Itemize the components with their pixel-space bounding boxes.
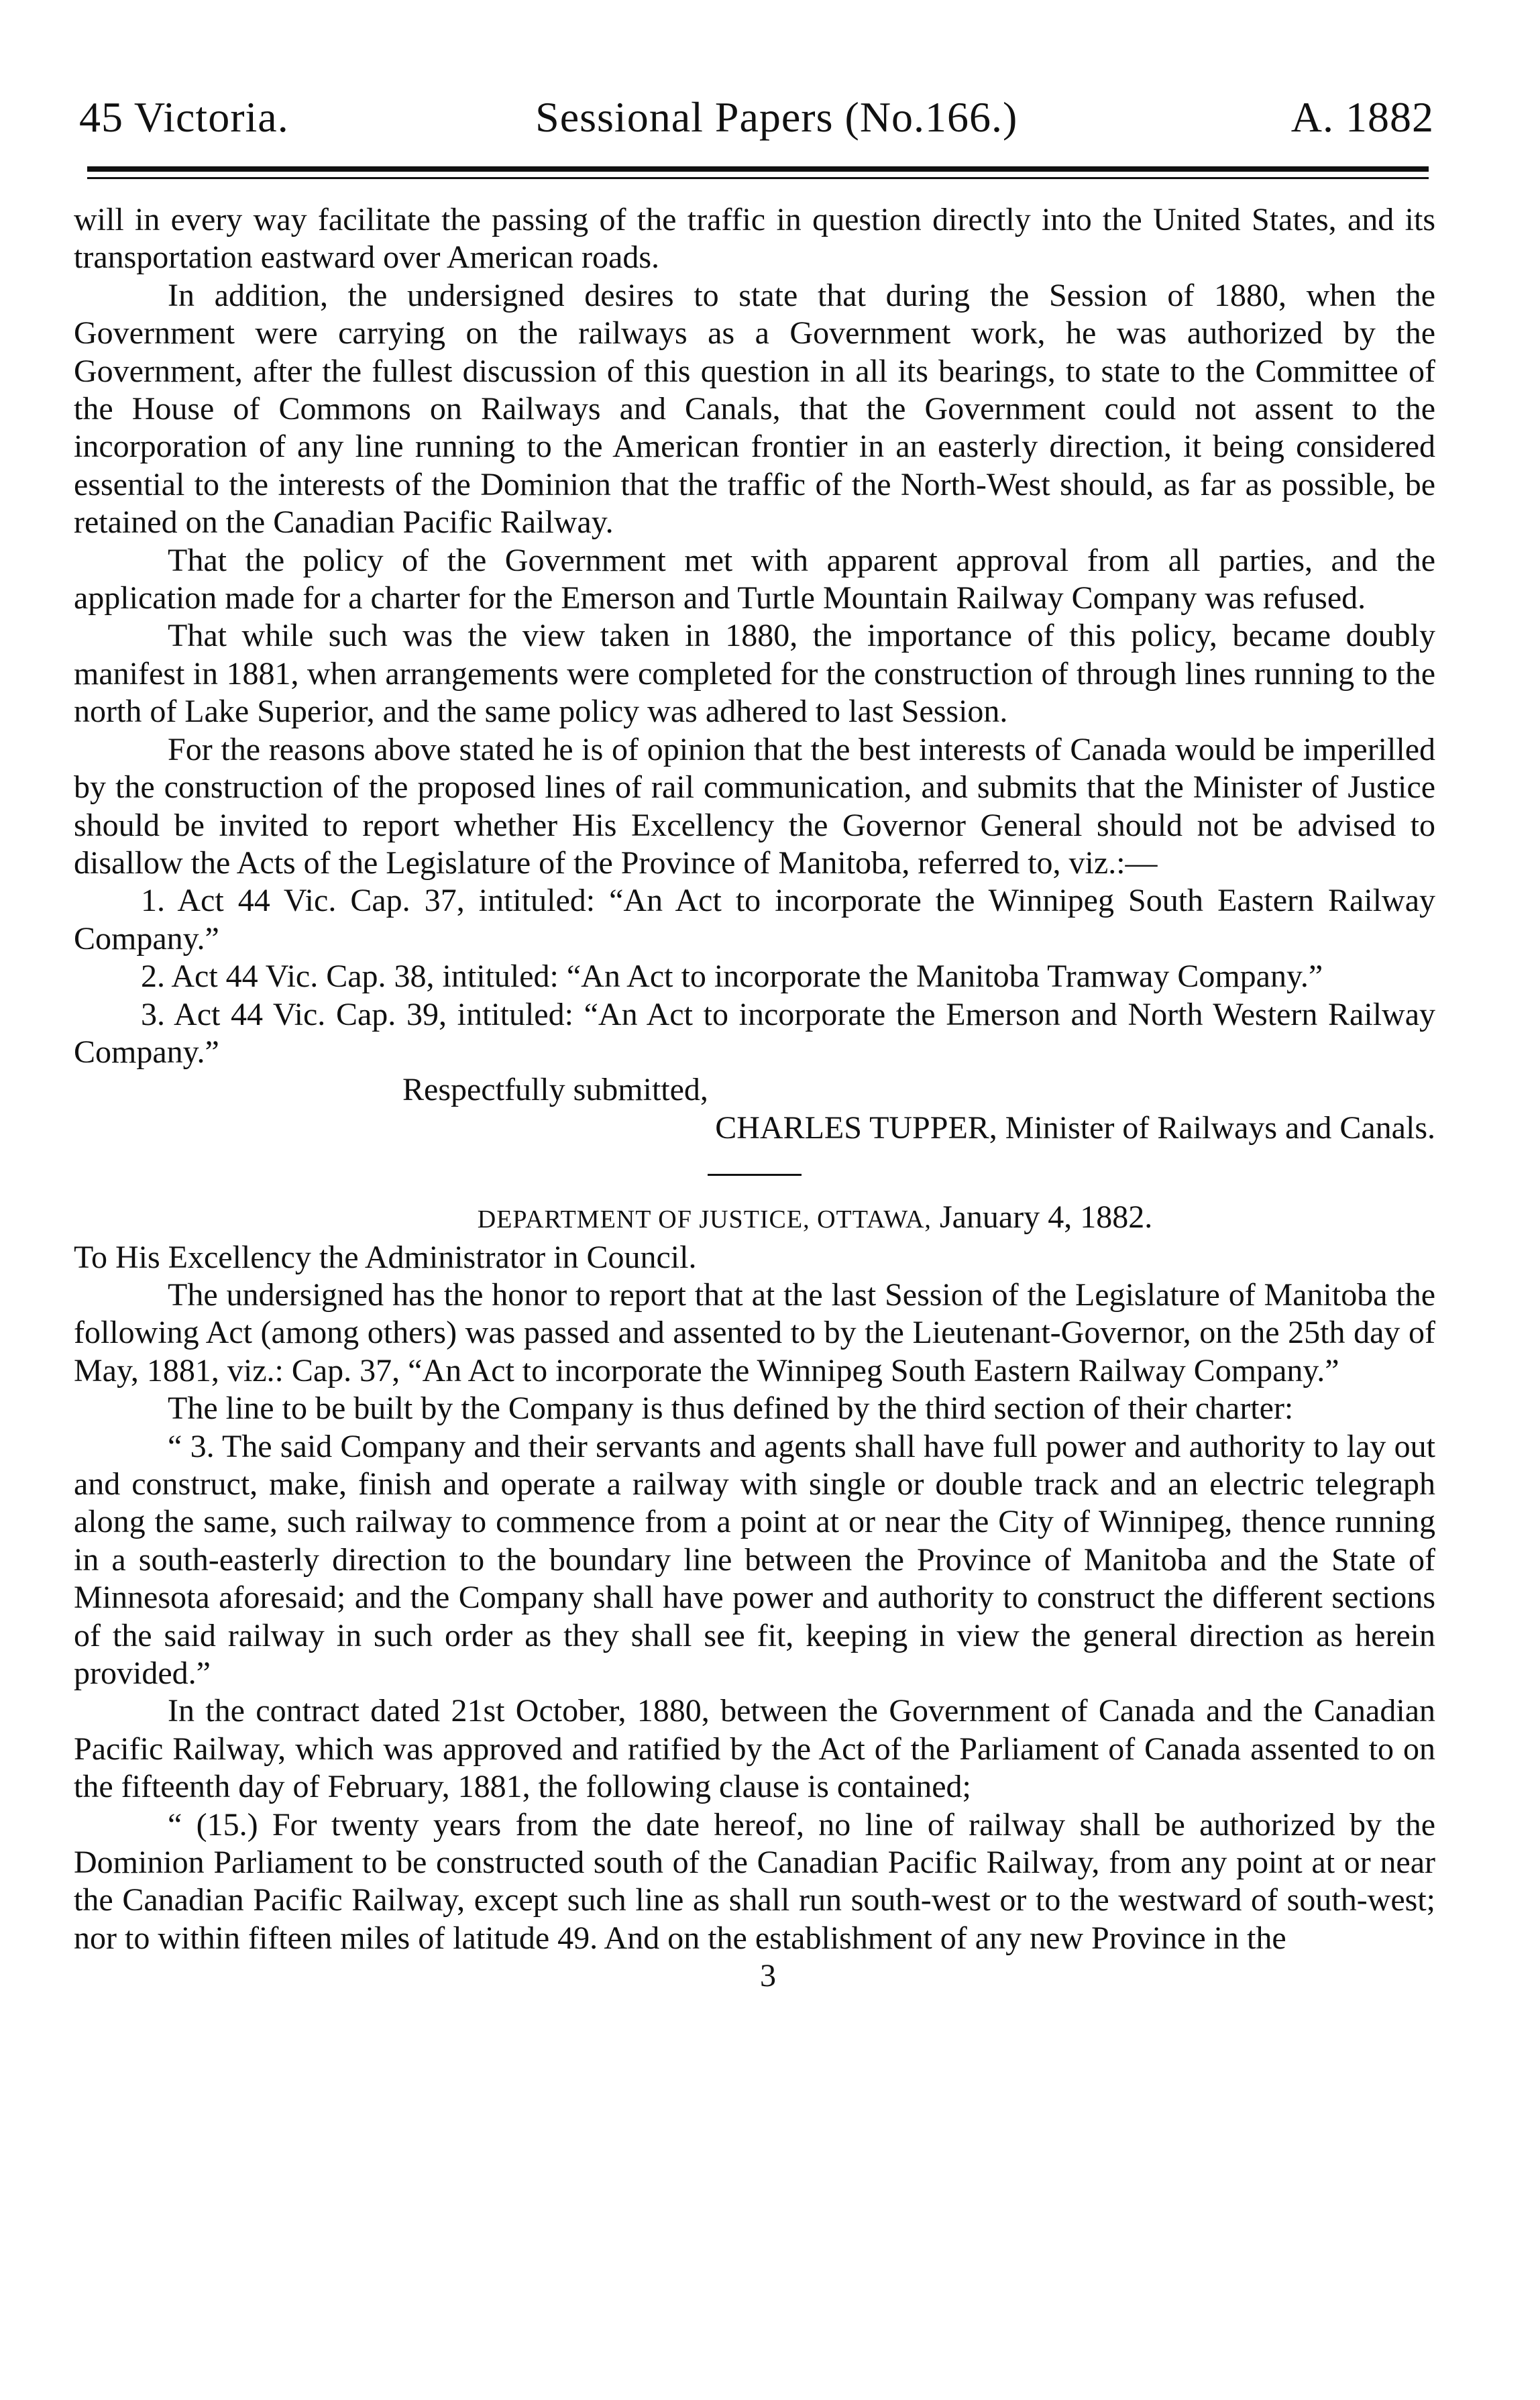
header-regnal-year: 45 Victoria. bbox=[79, 93, 289, 141]
dateline-date: January 4, 1882. bbox=[939, 1199, 1153, 1236]
act-item-2: 2. Act 44 Vic. Cap. 38, intituled: “An Act to incorporate the Manitoba Tramway Company.” bbox=[141, 959, 1323, 995]
dateline-department: DEPARTMENT OF JUSTICE, OTTAWA, bbox=[477, 1205, 932, 1234]
header-year: A. 1882 bbox=[1290, 93, 1434, 141]
paragraph-policy-1881: That while such was the view taken in 1880, the importance of this policy, became doubly manifest in 1881, when arrangements were completed for the construction of through lines running to the north of Lake Superior, and the same policy was adhered to last Session. bbox=[74, 618, 1435, 730]
running-header bbox=[79, 93, 1434, 142]
header-sessional-papers: Sessional Papers (No.166.) bbox=[535, 93, 1018, 141]
paragraph-recommendation: For the reasons above stated he is of opinion that the best interests of Canada would be imperilled by the construction of the proposed lines of rail communication, and submits that the Minister of Justice should be invited to report whether His Excellency the Governor General should not be advised to disallow the Acts of the Legislature of the Province of Manitoba, referred to, viz.:— bbox=[74, 731, 1435, 881]
header-rule-thin bbox=[87, 177, 1429, 179]
dateline bbox=[74, 1199, 1435, 1238]
header-rule-thick bbox=[87, 166, 1429, 172]
act-item-1: 1. Act 44 Vic. Cap. 37, intituled: “An Act to incorporate the Winnipeg South Eastern Railway Company.” bbox=[74, 883, 1435, 957]
page-number: 3 bbox=[760, 1958, 776, 1994]
document-body bbox=[74, 201, 1435, 1996]
paragraph-continuation: will in every way facilitate the passing of the traffic in question directly into the United States, and its transportation eastward over American roads. bbox=[74, 202, 1435, 276]
paragraph-policy-approval: That the policy of the Government met with apparent approval from all parties, and the application made for a charter for the Emerson and Turtle Mountain Railway Company was refused. bbox=[74, 542, 1435, 616]
paragraph-report: The undersigned has the honor to report that at the last Session of the Legislature of Manitoba the following Act (among others) was passed and assented to by the Lieutenant-Governor, on the 25th day of May, 1881, viz.: Cap. 37, “An Act to incorporate the Winnipeg South Eastern Railway Company.” bbox=[74, 1276, 1435, 1388]
quote-section-3: “ 3. The said Company and their servants and agents shall have full power and authority to lay out and construct, make, finish and operate a railway with single or double track and an electric telegraph along the same, such railway to commence from a point at or near the City of Winnipeg, thence running in a south-easterly direction to the boundary line between the Province of Manitoba and the State of Minnesota aforesaid; and the Company shall have power and authority to construct the different sections of the said railway in such order as they shall see fit, keeping in view the general direction as herein provided.” bbox=[74, 1428, 1435, 1692]
address-line: To His Excellency the Administrator in Council. bbox=[74, 1239, 697, 1275]
quote-clause-15: “ (15.) For twenty years from the date hereof, no line of railway shall be authorized by the Dominion Parliament to be constructed south of the Canadian Pacific Railway, from any point at or near the Canadian Pacific Railway, except such line as shall run south-west or to the westward of south-west; nor to within fifteen miles of latitude 49. And on the establishment of any new Province in the bbox=[74, 1806, 1435, 1956]
paragraph-session-1880: In addition, the undersigned desires to state that during the Session of 1880, when the Government were carrying on the railways as a Government work, he was authorized by the Government, after the fullest discussion of this question in all its bearings, to state to the Committee of the House of Commons on Railways and Canals, that the Government could not assent to the incorporation of any line running to the American frontier in an easterly direction, it being considered essential to the interests of the Dominion that the traffic of the North-West should, as far as possible, be retained on the Canadian Pacific Railway. bbox=[74, 277, 1435, 541]
paragraph-line-defined: The line to be built by the Company is thus defined by the third section of their charter: bbox=[168, 1390, 1294, 1427]
closing-line: Respectfully submitted, bbox=[402, 1072, 708, 1108]
act-item-3: 3. Act 44 Vic. Cap. 39, intituled: “An Act to incorporate the Emerson and North Western Railway Company.” bbox=[74, 996, 1435, 1070]
section-separator bbox=[708, 1174, 802, 1176]
signature-line: CHARLES TUPPER, Minister of Railways and Canals. bbox=[715, 1109, 1435, 1146]
paragraph-contract: In the contract dated 21st October, 1880, between the Government of Canada and the Canadian Pacific Railway, which was approved and ratified by the Act of the Parliament of Canada assented to on the fifteenth day of February, 1881, the following clause is contained; bbox=[74, 1693, 1435, 1805]
